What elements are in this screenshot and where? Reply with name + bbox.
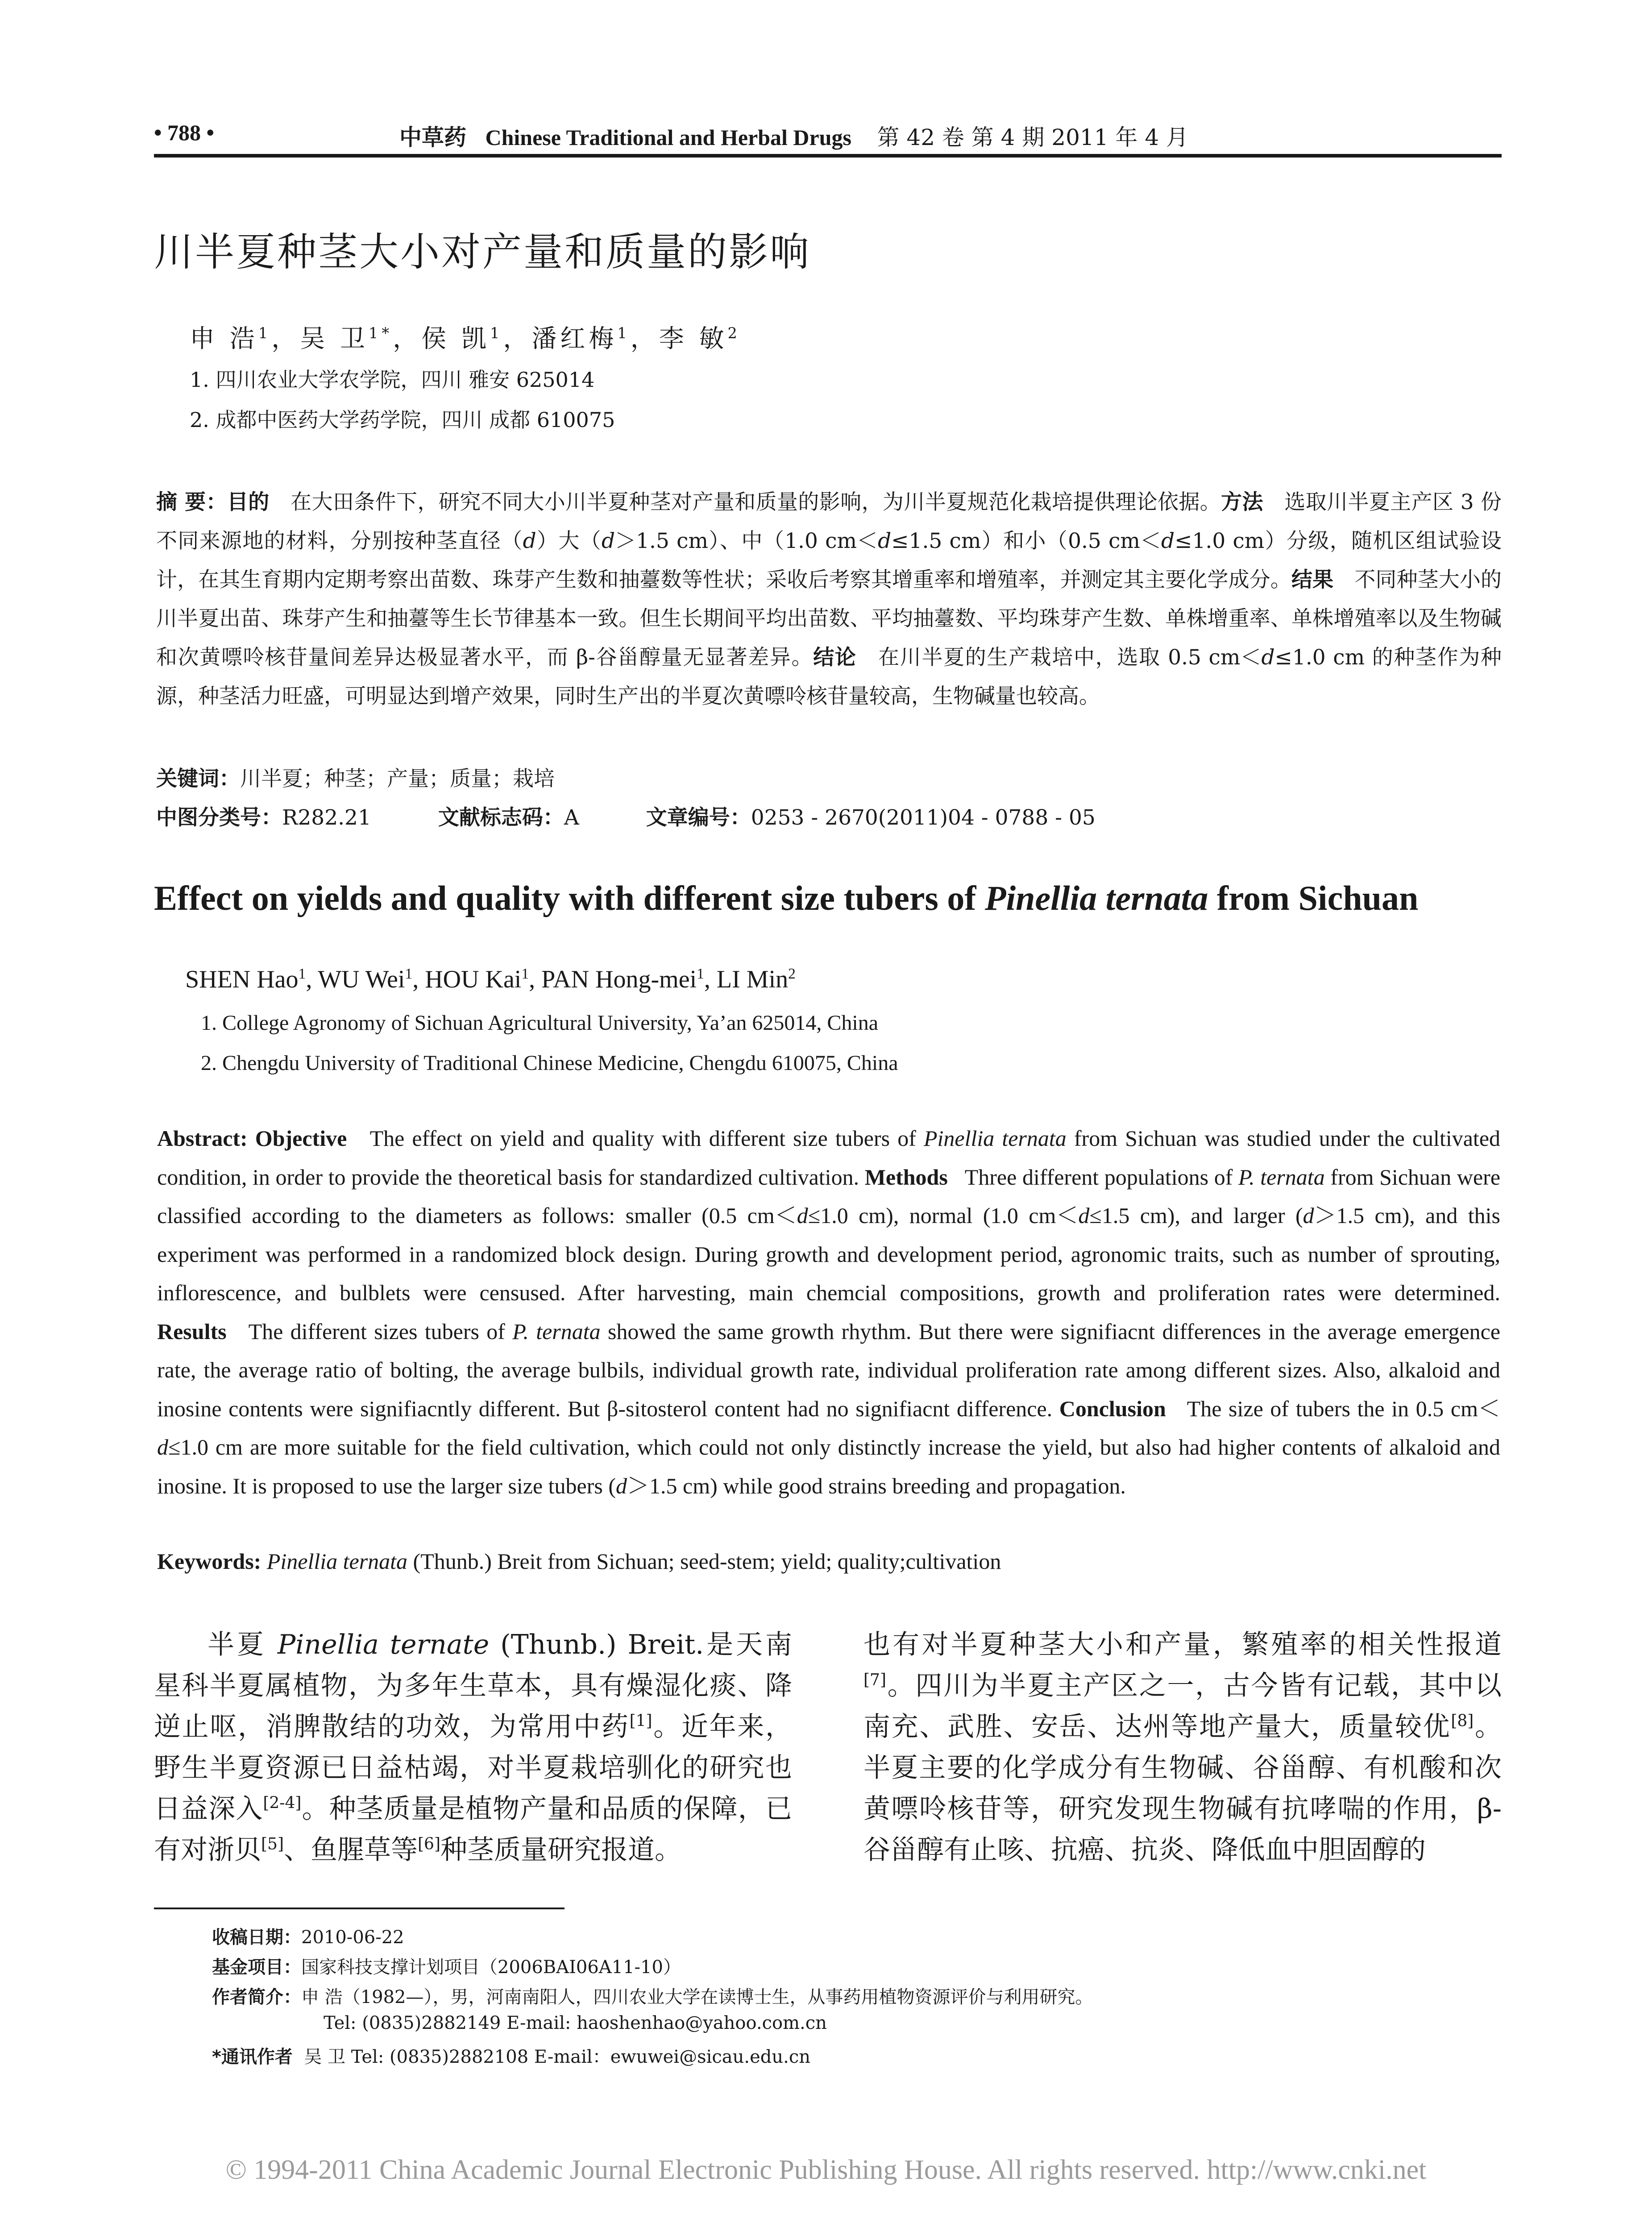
diameter-symbol: d	[797, 1203, 808, 1228]
affiliation-cn-2: 2. 成都中医药大学药学院，四川 成都 610075	[190, 408, 615, 432]
results-text-en: The different sizes tubers of	[248, 1319, 513, 1344]
abstract-en	[157, 1119, 1500, 1505]
body-text: 半夏	[208, 1629, 278, 1660]
corresponding-label: *通讯作者	[212, 2047, 293, 2067]
conclusion-text-en: ＞1.5 cm) while good strains breeding and propagation.	[627, 1473, 1126, 1498]
author-cn: 侯 凯	[421, 324, 490, 353]
methods-label-cn: 方法	[1221, 490, 1263, 514]
body-text: 。半夏主要的化学成分有生物碱、谷甾醇、有机酸和次黄嘌呤核苷等，研究发现生物碱有抗哮喘的作用，β-谷甾醇有止咳、抗癌、抗炎、降低血中胆固醇的	[863, 1711, 1502, 1866]
conclusion-text-en: ≤1.0 cm are more suitable for the field cultivation, which could not only distinctly increase the yield, but also had higher contents of alkaloid and inosine. It is proposed to use the larger size tubers (	[157, 1435, 1500, 1498]
body-text: 也有对半夏种茎大小和产量，繁殖率的相关性报道	[863, 1629, 1502, 1660]
clc-label: 中图分类号：	[156, 805, 282, 830]
article-id-value: 0253 - 2670(2011)04 - 0788 - 05	[751, 805, 1096, 830]
article-id-label: 文章编号：	[646, 805, 751, 830]
abstract-en-label: Abstract: Objective	[157, 1126, 347, 1151]
title-en-part: from Sichuan	[1208, 879, 1419, 917]
author-cn: 潘红梅	[531, 324, 618, 353]
methods-text-cn: ＞1.5 cm）、中（1.0 cm＜	[615, 529, 878, 553]
objective-text-en: The effect on yield and quality with different size tubers of	[369, 1126, 924, 1151]
author-affil-mark: 2	[727, 324, 741, 342]
methods-text-en: from Sichuan were classified according to the diameters as follows: smaller (0.5 cm＜	[157, 1164, 1501, 1228]
body-text: 种茎质量研究报道。	[440, 1834, 681, 1866]
diameter-symbol: d	[878, 529, 892, 553]
body-text: 、鱼腥草等	[284, 1834, 418, 1866]
header-rule	[154, 154, 1502, 158]
diameter-symbol: d	[1078, 1203, 1090, 1228]
footnote-bio	[212, 1983, 1093, 2008]
author-en: , LI Min	[704, 966, 789, 993]
journal-name-cn: 中草药	[399, 124, 466, 150]
methods-text-cn: ）大（	[536, 529, 602, 553]
methods-text-cn: 选取川半夏主产区 3 份不同来源地的材料，分别按种茎直径（	[156, 490, 1502, 553]
doc-code-label: 文献标志码：	[438, 805, 564, 830]
affiliation-en-1: 1. College Agronomy of Sichuan Agricultural University, Ya’an 625014, China	[201, 1011, 879, 1035]
fund-text: 国家科技支撑计划项目（2006BAI06A11-10）	[301, 1957, 681, 1978]
citation-ref[interactable]: [6]	[418, 1835, 440, 1854]
author-affil-mark: 1	[490, 324, 503, 342]
title-cn: 川半夏种茎大小对产量和质量的影响	[154, 229, 811, 275]
methods-text-en: Three different populations of	[964, 1164, 1239, 1190]
author-affil-mark: 1	[521, 965, 529, 982]
results-label-cn: 结果	[1291, 568, 1334, 592]
keywords-cn	[156, 762, 555, 792]
author-cn: 吴 卫	[300, 324, 369, 353]
keywords-en-label: Keywords:	[157, 1549, 261, 1574]
author-affil-mark: 1	[298, 965, 306, 982]
clc-value: R282.21	[282, 805, 371, 830]
author-affil-mark: 1	[405, 965, 413, 982]
journal-volume: 第 42 卷 第 4 期 2011 年 4 月	[877, 124, 1189, 150]
title-en-species: Pinellia ternata	[984, 879, 1208, 917]
citation-ref[interactable]: [1]	[629, 1712, 652, 1730]
journal-line	[399, 120, 1188, 152]
species-name: Pinellia ternate	[277, 1629, 490, 1660]
diameter-symbol: d	[602, 529, 615, 553]
species-name: P. ternata	[1238, 1164, 1325, 1190]
conclusion-label-cn: 结论	[813, 645, 857, 670]
methods-text-cn: ≤1.5 cm）和小（0.5 cm＜	[891, 529, 1161, 553]
results-text-en: showed the same growth rhythm. But there were signifiacnt differences in the average emergence rate, the average ratio of bolting, the average bulbils, individual growth rate, individual proliferation rate among different sizes. Also, alkaloid and inosine contents were signifiacntly different. But β-sitosterol content had no signifiacnt difference.	[157, 1319, 1501, 1421]
objective-label-cn: 目的	[227, 490, 270, 514]
author-affil-mark: 2	[788, 965, 796, 982]
diameter-symbol: d	[1303, 1203, 1314, 1228]
affiliation-en-2: 2. Chengdu University of Traditional Chinese Medicine, Chengdu 610075, China	[201, 1051, 898, 1075]
affiliation-cn-1: 1. 四川农业大学农学院，四川 雅安 625014	[190, 368, 595, 392]
citation-ref[interactable]: [7]	[863, 1671, 886, 1689]
methods-text-en: ≤1.0 cm), normal (1.0 cm＜	[808, 1203, 1079, 1228]
species-name: Pinellia ternata	[266, 1549, 408, 1574]
methods-text-en: ＞1.5 cm), and this experiment was performed in a randomized block design. During growth and development period, agronomic traits, such as number of sprouting, inflorescence, and bulblets were censused. After harvesting, main chemcial compositions, growth and proliferation rates were determined.	[157, 1203, 1500, 1305]
title-en	[154, 878, 1418, 918]
body-text: 。种茎质量是植物产量和品质的保障，已有对浙贝	[154, 1793, 793, 1866]
body-text: 。四川为半夏主产区之一，古今皆有记载，其中以南充、武胜、安岳、达州等地产量大，质量较优	[863, 1670, 1502, 1742]
author-affil-mark: 1*	[369, 324, 393, 342]
author-en: SHEN Hao	[185, 966, 299, 993]
keywords-cn-text: 川半夏；种茎；产量；质量；栽培	[240, 767, 555, 791]
bio-label: 作者简介：	[212, 1987, 301, 2007]
running-header	[154, 120, 1502, 155]
citation-ref[interactable]: [8]	[1451, 1712, 1474, 1730]
author-en: , HOU Kai	[412, 966, 522, 993]
body-column-right	[863, 1624, 1502, 1870]
classification-cn	[156, 801, 1096, 831]
author-affil-mark: 1	[697, 965, 704, 982]
footnote-fund	[212, 1953, 681, 1978]
diameter-symbol: d	[1261, 645, 1275, 670]
footnote-corresponding	[212, 2043, 810, 2068]
author-cn: 李 敏	[659, 324, 728, 353]
footnote-rule	[154, 1908, 565, 1909]
diameter-symbol: d	[1161, 529, 1175, 553]
body-column-left	[154, 1624, 792, 1870]
body-text: (Thunb.) Breit.是天南星科半夏属植物，为多年生草本，具有燥湿化痰、降逆止呕，消脾散结的功效，为常用中药	[154, 1629, 792, 1742]
doc-code-value: A	[564, 805, 579, 830]
received-label: 收稿日期：	[212, 1927, 301, 1948]
keywords-en	[157, 1548, 1001, 1574]
objective-text-en: from Sichuan was studied under the cultivated condition, in order to provide the theoretical basis for standardized cultivation.	[157, 1126, 1501, 1190]
conclusion-text-cn: 在川半夏的生产栽培中，选取 0.5 cm＜	[878, 645, 1262, 670]
footnote-received	[212, 1923, 404, 1949]
title-en-part: Effect on yields and quality with different size tubers of	[154, 879, 985, 917]
received-date: 2010-06-22	[301, 1927, 404, 1948]
keywords-en-text: (Thunb.) Breit from Sichuan; seed-stem; yield; quality;cultivation	[407, 1549, 1001, 1574]
methods-label-en: Methods	[864, 1164, 948, 1190]
conclusion-text-en: The size of tubers the in 0.5 cm＜	[1187, 1396, 1501, 1421]
abstract-cn-label: 摘 要：	[156, 490, 227, 514]
species-name: Pinellia ternata	[923, 1126, 1067, 1151]
author-en: , WU Wei	[306, 966, 405, 993]
copyright-footer: © 1994-2011 China Academic Journal Electronic Publishing House. All rights reserved. http://www.cnki.net	[225, 2155, 1427, 2185]
conclusion-label-en: Conclusion	[1059, 1396, 1166, 1421]
results-label-en: Results	[157, 1319, 227, 1344]
authors-en	[185, 965, 796, 994]
diameter-symbol: d	[616, 1473, 627, 1498]
species-name: P. ternata	[512, 1319, 601, 1344]
diameter-symbol: d	[157, 1435, 168, 1460]
authors-cn: 申 浩$^1$，吴 卫$^{1*}$，侯 凯$^1$，潘红梅$^1$，李 敏$^2$	[190, 324, 741, 353]
fund-label: 基金项目：	[212, 1957, 301, 1978]
author-affil-mark: 1	[617, 324, 631, 342]
citation-ref[interactable]: [2-4]	[263, 1794, 302, 1812]
keywords-cn-label: 关键词：	[156, 767, 240, 791]
conclusion-text-cn: ≤1.0 cm 的种茎作为种源，种茎活力旺盛，可明显达到增产效果，同时生产出的半夏次黄嘌呤核苷量较高，生物碱量也较高。	[156, 645, 1502, 709]
methods-text-cn: ≤1.0 cm）分级，随机区组试验设计，在其生育期内定期考察出苗数、珠芽产生数和抽薹数等性状；采收后考察其增重率和增殖率，并测定其主要化学成分。	[156, 529, 1502, 592]
body-text: 。近年来，野生半夏资源已日益枯竭，对半夏栽培驯化的研究也日益深入	[154, 1711, 793, 1825]
author-en: , PAN Hong-mei	[529, 966, 697, 993]
methods-text-en: ≤1.5 cm), and larger (	[1089, 1203, 1303, 1228]
bio-text: 申 浩（1982—），男，河南南阳人，四川农业大学在读博士生，从事药用植物资源评价与利用研究。	[301, 1987, 1093, 2007]
author-cn: 申 浩	[190, 324, 258, 353]
journal-name-en: Chinese Traditional and Herbal Drugs	[485, 125, 851, 150]
page-number: • 788 •	[154, 120, 215, 145]
citation-ref[interactable]: [5]	[261, 1835, 284, 1854]
corresponding-text: 吴 卫 Tel: (0835)2882108 E-mail：ewuwei@sicau.edu.cn	[304, 2047, 811, 2067]
results-text-cn: 不同种茎大小的川半夏出苗、珠芽产生和抽薹等生长节律基本一致。但生长期间平均出苗数、平均抽薹数、平均珠芽产生数、单株增重率、单株增殖率以及生物碱和次黄嘌呤核苷量间差异达极显著水平，而 β-谷甾醇量无显著差异。	[156, 568, 1502, 670]
objective-text-cn: 在大田条件下，研究不同大小川半夏种茎对产量和质量的影响，为川半夏规范化栽培提供理论依据。	[291, 490, 1221, 514]
diameter-symbol: d	[523, 529, 536, 553]
abstract-cn	[156, 483, 1502, 716]
author-affil-mark: 1	[258, 324, 272, 342]
footnote-bio-contact: Tel: (0835)2882149 E-mail: haoshenhao@yahoo.com.cn	[324, 2013, 827, 2033]
